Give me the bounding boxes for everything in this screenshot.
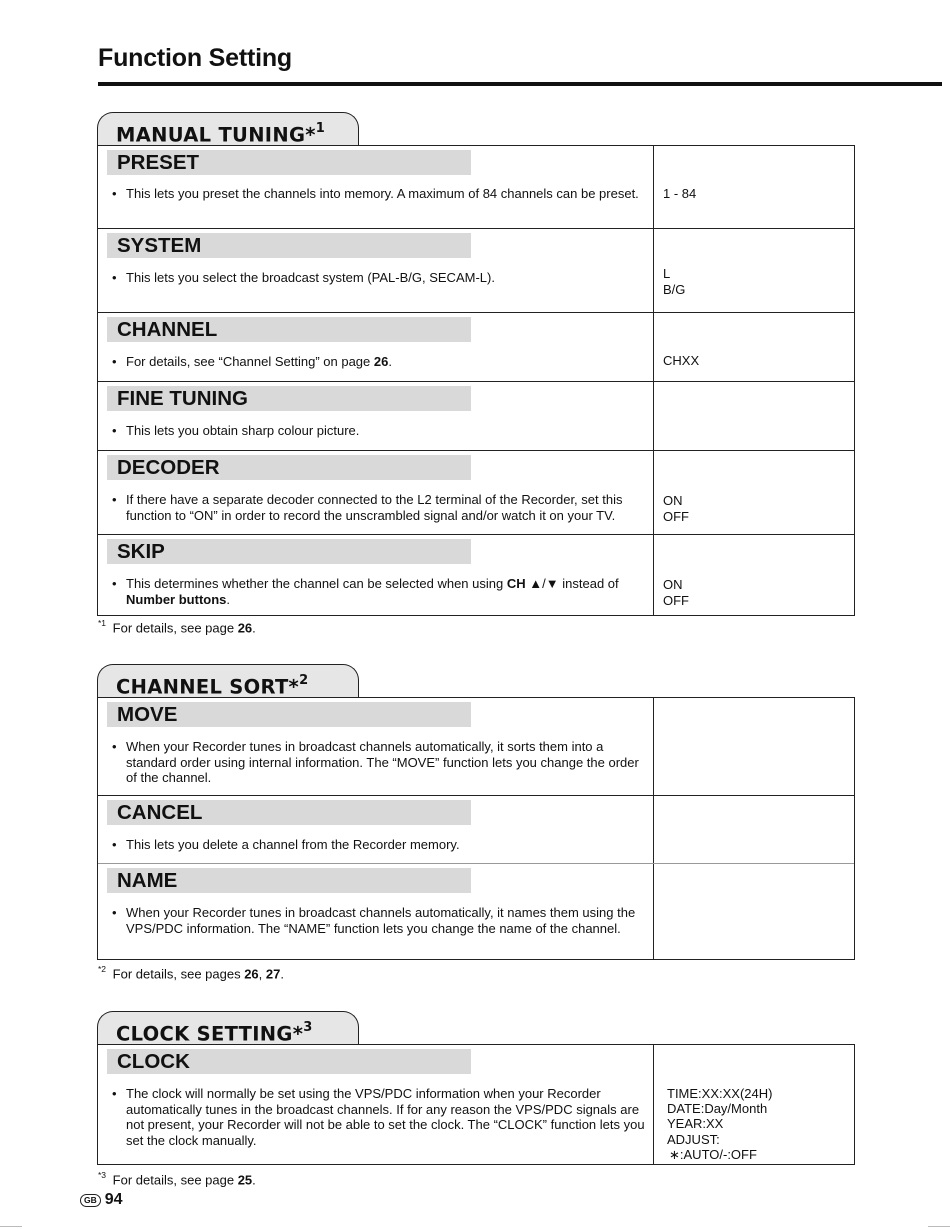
value-text: B/G bbox=[663, 282, 686, 297]
item-description: • This lets you delete a channel from the Recorder memory. bbox=[126, 837, 650, 853]
desc-end: . bbox=[388, 354, 392, 369]
settings-table bbox=[97, 145, 855, 616]
value-text: DATE:Day/Month bbox=[667, 1101, 768, 1117]
value-text: OFF bbox=[663, 509, 689, 524]
item-cell bbox=[98, 146, 654, 228]
section-tab bbox=[97, 664, 359, 697]
footnote-mark: *1 bbox=[98, 618, 107, 628]
item-heading: FINE TUNING bbox=[107, 386, 471, 411]
item-heading: CANCEL bbox=[107, 800, 471, 825]
footnote-mark: 2 bbox=[299, 673, 309, 688]
item-heading: DECODER bbox=[107, 455, 471, 480]
value-cell bbox=[654, 796, 854, 863]
number-buttons-label: Number buttons bbox=[126, 591, 227, 607]
value-cell bbox=[654, 535, 854, 615]
value-text: ADJUST: bbox=[667, 1131, 720, 1147]
footnote-end: . bbox=[252, 620, 256, 636]
item-heading: CLOCK bbox=[107, 1049, 471, 1074]
desc-text: This determines whether the channel can be selected when using bbox=[126, 576, 504, 591]
item-cell bbox=[98, 313, 654, 381]
section-title: CLOCK SETTING* bbox=[116, 1022, 304, 1046]
desc-end: . bbox=[226, 591, 231, 607]
item-description: • This lets you obtain sharp colour picture. bbox=[126, 423, 650, 439]
value-cell bbox=[654, 864, 854, 959]
table-row bbox=[98, 534, 854, 615]
value-text: L bbox=[663, 266, 671, 281]
section-title: MANUAL TUNING* bbox=[116, 123, 316, 147]
value-cell bbox=[654, 313, 854, 381]
value-text: TIME:XX:XX(24H) bbox=[667, 1086, 773, 1101]
page-title: Function Setting bbox=[98, 44, 292, 72]
channel-sort-section bbox=[97, 664, 855, 960]
table-row bbox=[98, 450, 854, 534]
value-cell bbox=[654, 698, 854, 795]
item-heading: SKIP bbox=[107, 539, 471, 564]
item-cell bbox=[98, 451, 654, 534]
item-cell bbox=[98, 535, 654, 615]
item-cell bbox=[98, 796, 654, 863]
settings-table bbox=[97, 697, 855, 960]
footnote-mark: 1 bbox=[315, 121, 326, 136]
value-text: OFF bbox=[663, 593, 689, 608]
item-cell bbox=[98, 229, 654, 312]
crop-mark bbox=[928, 1226, 950, 1227]
item-description: • This lets you select the broadcast system (PAL-B/G, SECAM-L). bbox=[126, 270, 650, 286]
page-ref: 26 bbox=[237, 620, 253, 636]
table-row bbox=[98, 863, 854, 959]
item-cell bbox=[98, 864, 654, 959]
footnote bbox=[98, 1168, 256, 1188]
gb-badge: GB bbox=[80, 1194, 101, 1207]
page-number-text: 94 bbox=[104, 1191, 123, 1208]
table-row bbox=[98, 146, 854, 228]
item-heading: MOVE bbox=[107, 702, 471, 727]
page-ref: 25 bbox=[237, 1172, 253, 1188]
footnote-text: For details, see pages bbox=[112, 966, 241, 982]
table-row bbox=[98, 381, 854, 450]
value-text: 1 - 84 bbox=[663, 186, 697, 201]
item-cell bbox=[98, 698, 654, 795]
desc-text: instead of bbox=[562, 576, 619, 591]
item-description: • This lets you preset the channels into memory. A maximum of 84 channels can be preset. bbox=[126, 186, 650, 202]
ch-label: CH bbox=[506, 576, 526, 591]
item-description: • If there have a separate decoder connected to the L2 terminal of the Recorder, set this function to “ON” in order to record the unscrambled signal and/or watch it on your TV. bbox=[126, 492, 650, 523]
up-down-arrows-icon: ▲/▼ bbox=[529, 576, 559, 591]
crop-mark bbox=[0, 1226, 22, 1227]
desc-text: For details, see “Channel Setting” on page bbox=[126, 354, 371, 369]
settings-table bbox=[97, 1044, 855, 1165]
footnote-sep: , bbox=[258, 966, 263, 982]
item-description: • The clock will normally be set using the VPS/PDC information when your Recorder automatically tunes in the broadcast channels. If for any reason the VPS/PDC signals are not present, your Recorder will not be able to set the clock. The “CLOCK” function lets you set the clock manually. bbox=[126, 1086, 650, 1148]
table-row bbox=[98, 1045, 854, 1164]
value-cell bbox=[654, 1045, 854, 1164]
value-text: ∗:AUTO/-:OFF bbox=[669, 1146, 757, 1162]
table-row bbox=[98, 698, 854, 795]
item-heading: NAME bbox=[107, 868, 471, 893]
item-description: • When your Recorder tunes in broadcast channels automatically, it names them using the VPS/PDC information. The “NAME” function lets you change the name of the channel. bbox=[126, 905, 650, 936]
value-cell bbox=[654, 451, 854, 534]
footnote-mark: 3 bbox=[303, 1020, 313, 1035]
footnote bbox=[98, 616, 256, 636]
value-text: YEAR:XX bbox=[667, 1116, 724, 1132]
value-text: ON bbox=[663, 493, 683, 508]
item-cell bbox=[98, 382, 654, 450]
table-row bbox=[98, 795, 854, 863]
item-heading: CHANNEL bbox=[107, 317, 471, 342]
footnote-text: For details, see page bbox=[112, 620, 235, 636]
value-text: ON bbox=[663, 577, 683, 592]
page-ref: 26 bbox=[244, 966, 259, 982]
value-cell bbox=[654, 229, 854, 312]
manual-tuning-section bbox=[97, 112, 855, 616]
footnote-end: . bbox=[280, 966, 285, 982]
footnote-end: . bbox=[252, 1172, 256, 1188]
page-ref: 27 bbox=[265, 966, 281, 982]
value-cell bbox=[654, 146, 854, 228]
title-rule bbox=[98, 82, 942, 86]
page-ref: 26 bbox=[373, 354, 389, 369]
item-heading: SYSTEM bbox=[107, 233, 471, 258]
section-title: CHANNEL SORT* bbox=[116, 675, 300, 699]
item-description: • When your Recorder tunes in broadcast channels automatically, it sorts them into a standard order using internal information. The “MOVE” function lets you change the order of the channel. bbox=[126, 739, 650, 786]
item-heading: PRESET bbox=[107, 150, 471, 175]
page-number bbox=[80, 1191, 123, 1209]
table-row bbox=[98, 228, 854, 312]
footnote-mark: *2 bbox=[98, 964, 107, 974]
item-description bbox=[126, 354, 650, 370]
table-row bbox=[98, 312, 854, 381]
value-cell bbox=[654, 382, 854, 450]
section-tab bbox=[97, 112, 359, 145]
section-tab bbox=[97, 1011, 359, 1044]
item-description bbox=[126, 576, 650, 607]
footnote-text: For details, see page bbox=[112, 1172, 235, 1188]
footnote-mark: *3 bbox=[98, 1170, 107, 1180]
item-cell bbox=[98, 1045, 654, 1164]
clock-setting-section bbox=[97, 1011, 855, 1165]
value-text: CHXX bbox=[663, 353, 700, 368]
footnote bbox=[98, 962, 284, 982]
